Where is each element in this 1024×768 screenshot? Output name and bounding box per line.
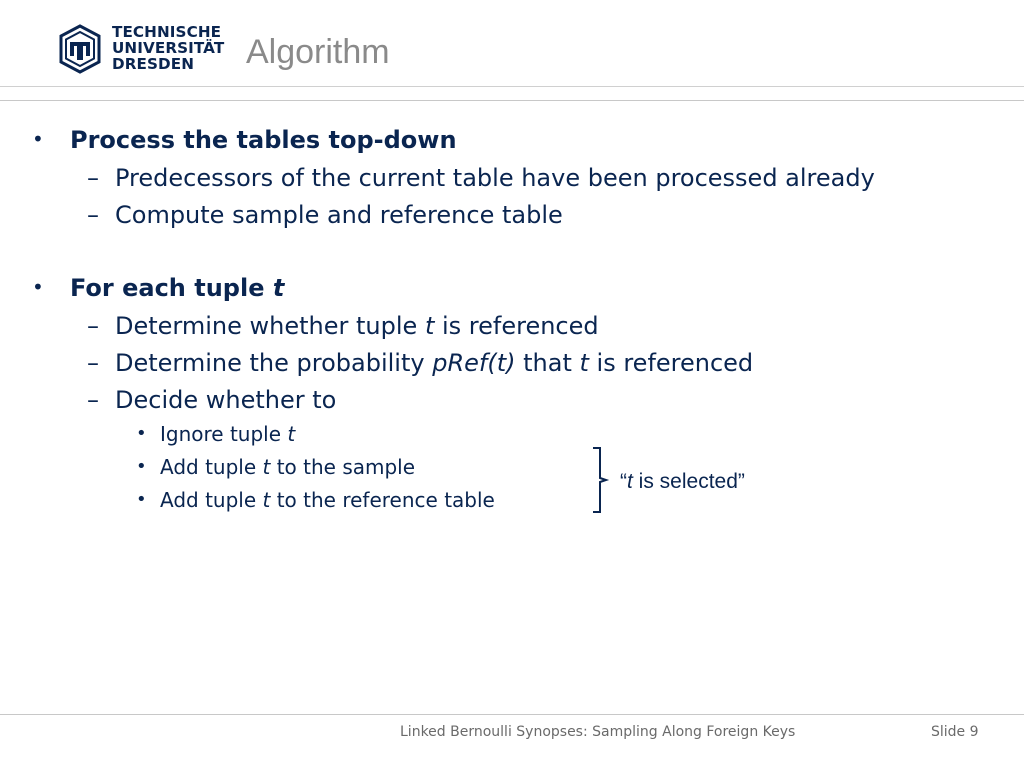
logo-line: DRESDEN <box>112 55 195 73</box>
sub-sub-bullet-text: to the reference table <box>270 488 495 512</box>
sub-bullet: Predecessors of the current table have been processed already <box>115 164 875 192</box>
slide-title: Algorithm <box>246 33 390 71</box>
logo-line: TECHNISCHE <box>112 23 222 41</box>
sub-sub-bullet-text: Add tuple <box>160 455 263 479</box>
sub-bullet-text: Determine the probability <box>115 349 433 377</box>
dash-marker: – <box>87 386 99 414</box>
italic-variable: t <box>262 455 271 479</box>
dash-marker: – <box>87 349 99 377</box>
sub-sub-bullet-text: to the sample <box>270 455 416 479</box>
italic-variable: pRef(t) <box>432 349 516 377</box>
italic-variable: t <box>424 312 435 340</box>
italic-variable: t <box>262 488 271 512</box>
italic-variable: t <box>579 349 589 377</box>
sub-sub-bullet-text: Ignore tuple <box>160 422 288 446</box>
bullet-marker: • <box>32 127 44 151</box>
curly-brace-icon <box>590 446 614 514</box>
sub-bullet-text: is referenced <box>434 312 599 340</box>
annotation-text: is selected” <box>632 470 745 493</box>
sub-bullet-text: is referenced <box>588 349 754 377</box>
selection-annotation <box>620 470 745 494</box>
sub-bullet <box>115 312 599 340</box>
dash-marker: – <box>87 312 99 340</box>
sub-sub-bullet <box>160 455 415 479</box>
bullet-marker: • <box>32 275 44 299</box>
annotation-quote: “ <box>620 470 627 493</box>
italic-variable: t <box>287 422 296 446</box>
bullet-heading-text: For each tuple <box>70 274 273 302</box>
sub-sub-bullet <box>160 422 295 446</box>
dash-marker: – <box>87 164 99 192</box>
sub-sub-bullet-text: Add tuple <box>160 488 263 512</box>
sub-bullet-text: Determine whether tuple <box>115 312 425 340</box>
sub-bullet: Decide whether to <box>115 386 337 414</box>
footer-title: Linked Bernoulli Synopses: Sampling Along Foreign Keys <box>400 724 796 740</box>
sub-sub-bullet <box>160 488 495 512</box>
logo-line: UNIVERSITÄT <box>112 39 225 57</box>
small-bullet-marker: • <box>136 456 147 477</box>
footer-divider <box>0 714 1024 715</box>
sub-bullet-text: that <box>515 349 580 377</box>
sub-bullet <box>115 349 753 377</box>
bullet-heading <box>70 274 284 302</box>
small-bullet-marker: • <box>136 423 147 444</box>
sub-bullet: Compute sample and reference table <box>115 201 563 229</box>
slide-number: Slide 9 <box>931 724 979 740</box>
dash-marker: – <box>87 201 99 229</box>
small-bullet-marker: • <box>136 489 147 510</box>
bullet-heading: Process the tables top-down <box>70 126 457 154</box>
italic-variable: t <box>627 470 633 493</box>
italic-variable: t <box>272 274 285 302</box>
